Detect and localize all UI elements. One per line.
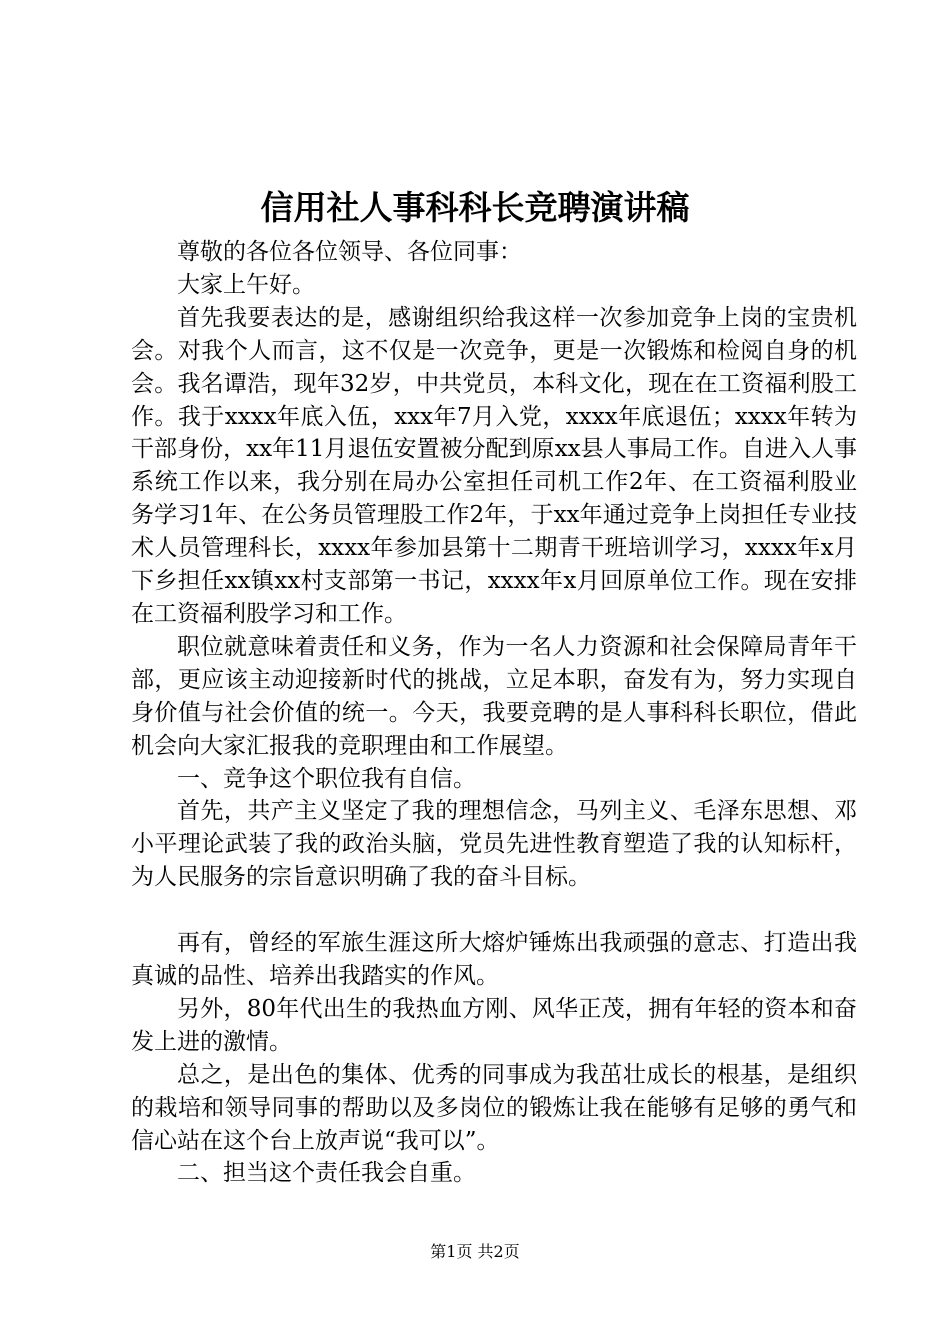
page-number-footer: 第1页 共2页 <box>430 1242 520 1261</box>
paragraph-summary: 总之，是出色的集体、优秀的同事成为我茁壮成长的根基，是组织的栽培和领导同事的帮助以及多岗位的锻炼让我在能够有足够的勇气和信心站在这个台上放声说“我可以”。 <box>131 1061 857 1154</box>
paragraph-first-reason: 首先，共产主义坚定了我的理想信念，马列主义、毛泽东思想、邓小平理论武装了我的政治头脑，党员先进性教育塑造了我的认知标杆，为人民服务的宗旨意识明确了我的奋斗目标。 <box>131 798 857 891</box>
paragraph-second-reason: 再有，曾经的军旅生涯这所大熔炉锤炼出我顽强的意志、打造出我真诚的品性、培养出我踏实的作风。 <box>131 930 857 990</box>
section-heading-2: 二、担当这个责任我会自重。 <box>177 1160 476 1187</box>
paragraph-greeting: 大家上午好。 <box>177 271 315 298</box>
document-title: 信用社人事科科长竞聘演讲稿 <box>260 188 690 227</box>
section-heading-1: 一、竞争这个职位我有自信。 <box>177 765 476 792</box>
paragraph-position-purpose: 职位就意味着责任和义务，作为一名人力资源和社会保障局青年干部，更应该主动迎接新时代的挑战，立足本职，奋发有为，努力实现自身价值与社会价值的统一。今天，我要竞聘的是人事科科长职位，借此机会向大家汇报我的竞职理由和工作展望。 <box>131 633 857 759</box>
paragraph-third-reason: 另外，80年代出生的我热血方刚、风华正茂，拥有年轻的资本和奋发上进的激情。 <box>131 995 857 1055</box>
document-body <box>131 236 857 1190</box>
paragraph-salutation: 尊敬的各位各位领导、各位同事： <box>177 239 522 265</box>
paragraph-introduction: 首先我要表达的是，感谢组织给我这样一次参加竞争上岗的宝贵机会。对我个人而言，这不仅是一次竞争，更是一次锻炼和检阅自身的机会。我名谭浩，现年32岁，中共党员，本科文化，现在在工资福利股工作。我于xxxx年底入伍，xxx年7月入党，xxxx年底退伍；xxxx年转为干部身份，xx年11月退伍安置被分配到原xx县人事局工作。自进入人事系统工作以来，我分别在局办公室担任司机工作2年、在工资福利股业务学习1年、在公务员管理股工作2年，于xx年通过竞争上岗担任专业技术人员管理科长，xxxx年参加县第十二期青干班培训学习，xxxx年x月下乡担任xx镇xx村支部第一书记，xxxx年x月回原单位工作。现在安排在工资福利股学习和工作。 <box>131 304 857 627</box>
